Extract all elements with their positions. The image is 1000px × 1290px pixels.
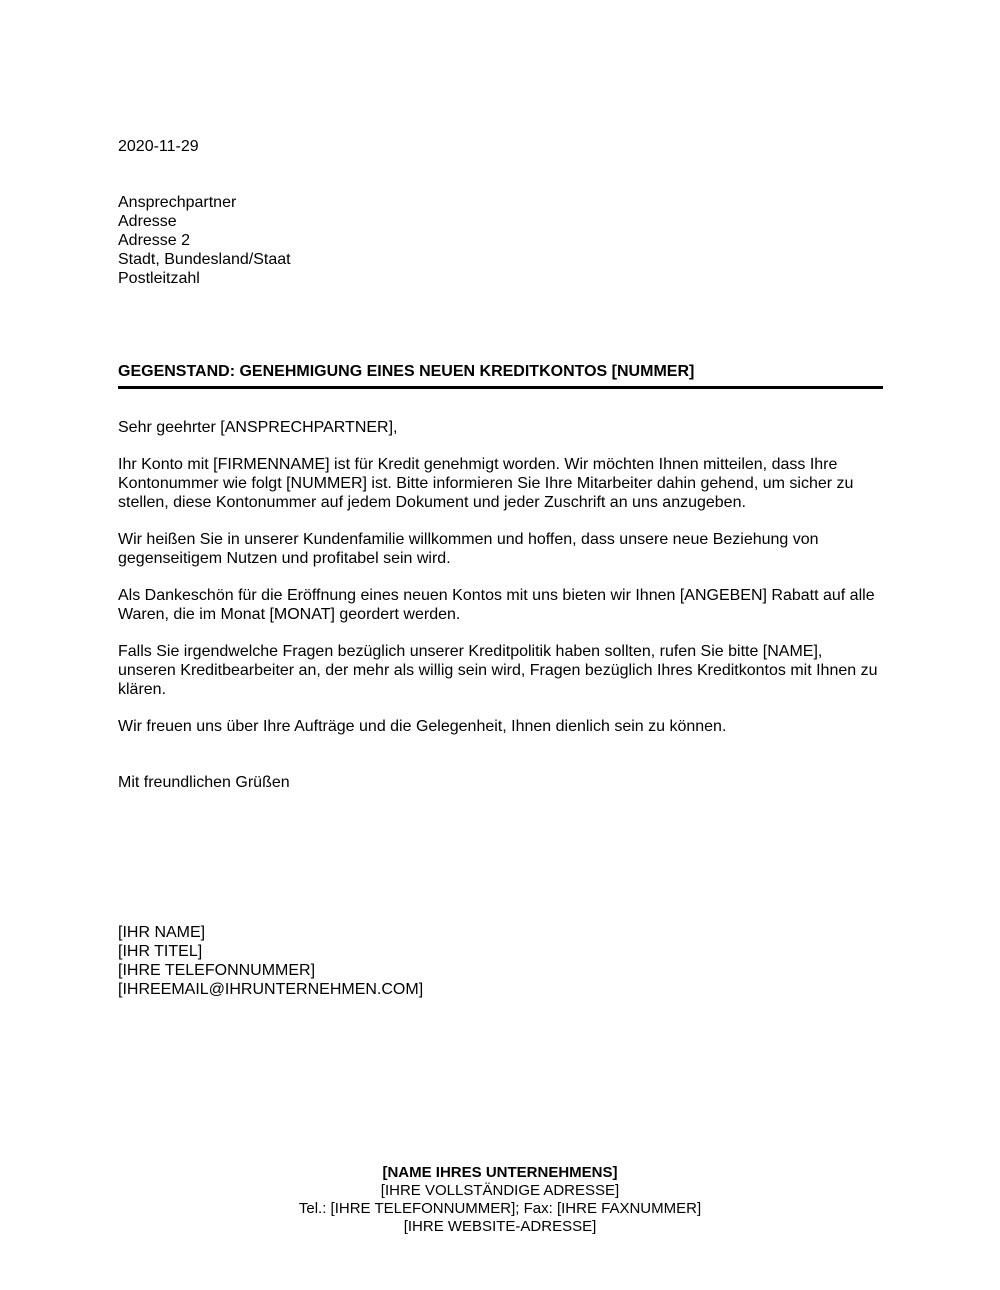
recipient-postal-code: Postleitzahl bbox=[118, 270, 200, 287]
recipient-address-line-2: Adresse 2 bbox=[118, 232, 191, 249]
body-paragraph: Ihr Konto mit [FIRMENNAME] ist für Kredit genehmigt worden. Wir möchten Ihnen mitteilen, dass Ihre Kontonummer wie folgt [NUMMER] ist. Bitte informieren Sie Ihre Mitarbeiter dahin gehend, um sicher zu stellen, diese Kontonummer auf jedem Dokument und jeder Zuschrift an uns anzugeben. bbox=[118, 456, 854, 511]
company-footer bbox=[0, 1164, 1000, 1236]
closing-phrase: Mit freundlichen Grüßen bbox=[118, 774, 290, 791]
body-paragraph: Wir freuen uns über Ihre Aufträge und die Gelegenheit, Ihnen dienlich sein zu können. bbox=[118, 718, 727, 735]
footer-contact: Tel.: [IHRE TELEFONNUMMER]; Fax: [IHRE FAXNUMMER] bbox=[298, 1200, 702, 1217]
recipient-city-state: Stadt, Bundesland/Staat bbox=[118, 251, 291, 268]
signature-name: [IHR NAME] bbox=[118, 924, 206, 941]
recipient-address-line-1: Adresse bbox=[118, 213, 177, 230]
signature-email: [IHREEMAIL@IHRUNTERNEHMEN.COM] bbox=[118, 981, 424, 998]
footer-website: [IHRE WEBSITE-ADRESSE] bbox=[403, 1218, 597, 1235]
body-paragraph: Wir heißen Sie in unserer Kundenfamilie willkommen und hoffen, dass unsere neue Beziehung von gegenseitigem Nutzen und profitabel sein wird. bbox=[118, 531, 819, 567]
salutation: Sehr geehrter [ANSPRECHPARTNER], bbox=[118, 419, 398, 436]
subject-divider bbox=[118, 386, 883, 389]
letter-body bbox=[118, 418, 882, 754]
letter-date: 2020-11-29 bbox=[118, 138, 199, 155]
signature-title: [IHR TITEL] bbox=[118, 943, 203, 960]
footer-address: [IHRE VOLLSTÄNDIGE ADRESSE] bbox=[380, 1182, 620, 1199]
signature-phone: [IHRE TELEFONNUMMER] bbox=[118, 962, 316, 979]
body-paragraph: Als Dankeschön für die Eröffnung eines neuen Kontos mit uns bieten wir Ihnen [ANGEBEN] Rabatt auf alle Waren, die im Monat [MONAT] geordert werden. bbox=[118, 587, 875, 623]
body-paragraph: Falls Sie irgendwelche Fragen bezüglich unserer Kreditpolitik haben sollten, rufen Sie bitte [NAME], unseren Kreditbearbeiter an, der mehr als willig sein wird, Fragen bezüglich Ihres Kreditkontos mit Ihnen zu klären. bbox=[118, 643, 878, 698]
footer-company-name: [NAME IHRES UNTERNEHMENS] bbox=[382, 1164, 618, 1181]
signature-block bbox=[118, 923, 423, 999]
recipient-contact: Ansprechpartner bbox=[118, 194, 237, 211]
subject-line: GEGENSTAND: GENEHMIGUNG EINES NEUEN KREDITKONTOS [NUMMER] bbox=[118, 363, 695, 380]
recipient-address-block bbox=[118, 193, 291, 288]
